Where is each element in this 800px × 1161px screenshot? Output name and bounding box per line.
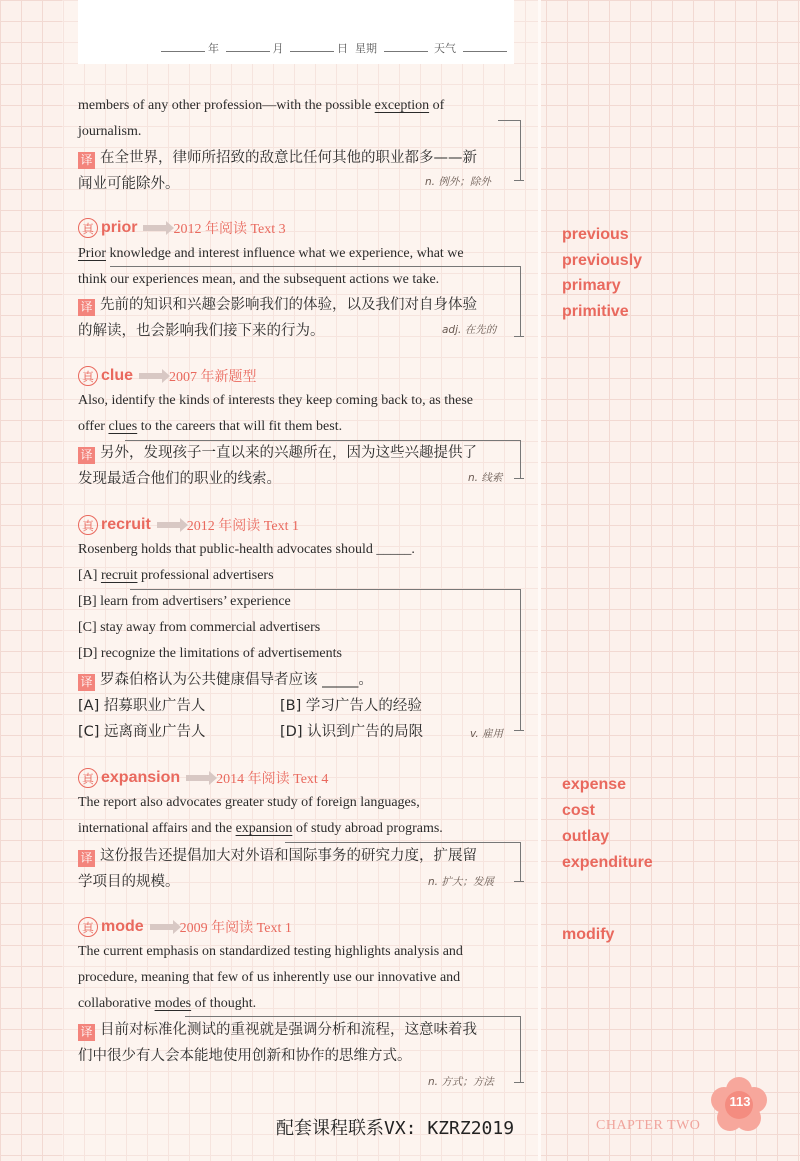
translation-icon: 译 [78,299,95,316]
intro-cn-line1: 译 在全世界，律师所招致的敌意比任何其他的职业都多——新 [78,145,477,171]
entry-header-mode [78,917,292,941]
expansion-en-line2: international affairs and the expansion of study abroad programs. [78,821,443,836]
related-word: previously [562,252,643,269]
entry-header-clue [78,366,257,390]
clue-en-line1: Also, identify the kinds of interests they keep coming back to, as these [78,393,474,408]
mode-en-line1: The current emphasis on standardized testing highlights analysis and [78,944,463,959]
gloss-bracket [125,440,521,479]
gloss-recruit: v. 雇用 [470,728,504,740]
keyword-exception: exception [374,98,430,113]
recruit-cn-option-d: [D] 认识到广告的局限 [280,724,424,740]
gloss-bracket [185,1016,521,1083]
arrow-icon [186,775,210,781]
exam-badge-icon: 真 [78,218,98,238]
headword: mode [101,918,144,935]
related-word: expense [562,776,627,793]
recruit-option-d: [D] recognize the limitations of advertisements [78,646,342,661]
related-word: primary [562,277,621,294]
gloss-bracket [130,589,521,731]
recruit-option-a: [A] recruit professional advertisers [78,568,274,583]
translation-icon: 译 [78,1024,95,1041]
translation-icon: 译 [78,674,95,691]
headword: expansion [101,769,181,786]
recruit-cn-option-a: [A] 招募职业广告人 [78,698,206,714]
translation-icon: 译 [78,447,95,464]
mode-en-line2: procedure, meaning that few of us inherently use our innovative and [78,970,461,985]
arrow-icon [143,225,167,231]
exam-badge-icon: 真 [78,768,98,788]
gloss-exception: n. 例外；除外 [425,176,491,188]
recruit-cn-option-c: [C] 远离商业广告人 [78,724,206,740]
exam-badge-icon: 真 [78,515,98,535]
weekday-label: 星期 [355,42,377,55]
entry-header-prior [78,218,286,242]
prior-en-line2: think our experiences mean, and the subsequent actions we take. [78,272,440,287]
source-label: 2012 年阅读 Text 3 [173,222,286,237]
recruit-cn-question: 译 罗森伯格认为公共健康倡导者应该 _____。 [78,667,373,693]
source-label: 2012 年阅读 Text 1 [186,519,299,534]
related-word: modify [562,926,615,943]
recruit-option-b: [B] learn from advertisers’ experience [78,594,291,609]
entry-header-recruit [78,515,299,539]
translation-icon: 译 [78,152,95,169]
clue-cn-line2: 发现最适合他们的职业的线索。 [78,471,281,487]
mode-cn-line1: 译 目前对标准化测试的重视就是强调分析和流程，这意味着我 [78,1017,477,1043]
intro-cn-line2: 闻业可能除外。 [78,176,180,192]
weather-label: 天气 [434,42,456,55]
prior-en-line1: Prior knowledge and interest influence what we experience, what we [78,246,464,261]
year-label: 年 [208,42,219,55]
column-divider [538,0,541,1161]
expansion-cn-line1: 译 这份报告还提倡加大对外语和国际事务的研究力度，扩展留 [78,843,477,869]
related-word: cost [562,802,595,819]
arrow-icon [150,924,174,930]
expansion-cn-line2: 学项目的规模。 [78,874,180,890]
source-label: 2007 年新题型 [169,370,257,385]
source-label: 2009 年阅读 Text 1 [179,921,292,936]
recruit-question: Rosenberg holds that public-health advocates should _____. [78,542,415,557]
page-number: 113 [729,1094,751,1109]
gloss-expansion: n. 扩大；发展 [428,876,494,888]
exam-badge-icon: 真 [78,917,98,937]
related-word: previous [562,226,629,243]
expansion-en-line1: The report also advocates greater study of foreign languages, [78,795,420,810]
headword: clue [101,367,134,384]
gloss-mode: n. 方式；方法 [428,1076,494,1088]
related-word: expenditure [562,854,653,871]
related-word: primitive [562,303,629,320]
intro-en-line2: journalism. [78,124,142,139]
gloss-prior: adj. 在先的 [442,324,497,336]
clue-en-line2: offer clues to the careers that will fit them best. [78,419,343,434]
chapter-label: CHAPTER TWO [596,1118,701,1133]
related-word: outlay [562,828,610,845]
prior-cn-line1: 译 先前的知识和兴趣会影响我们的体验，以及我们对自身体验 [78,292,477,318]
mode-en-line3: collaborative modes of thought. [78,996,257,1011]
translation-icon: 译 [78,850,95,867]
month-label: 月 [272,42,284,55]
headword: prior [101,219,138,236]
arrow-icon [139,373,163,379]
day-label: 日 [337,42,348,55]
gloss-bracket [498,120,521,181]
gloss-clue: n. 线索 [468,472,503,484]
exam-badge-icon: 真 [78,366,98,386]
headword: recruit [101,516,151,533]
prior-cn-line2: 的解读，也会影响我们接下来的行为。 [78,323,325,339]
mode-cn-line2: 们中很少有人会本能地使用创新和协作的思维方式。 [78,1048,412,1064]
intro-en-line1: members of any other profession—with the possible exception of [78,98,445,113]
source-label: 2014 年阅读 Text 4 [216,772,329,787]
footer-contact: 配套课程联系VX: KZRZ2019 [276,1118,515,1139]
recruit-cn-option-b: [B] 学习广告人的经验 [280,698,422,714]
entry-header-expansion [78,768,328,792]
clue-cn-line1: 译 另外，发现孩子一直以来的兴趣所在，因为这些兴趣提供了 [78,440,477,466]
arrow-icon [157,522,181,528]
recruit-option-c: [C] stay away from commercial advertisers [78,620,321,635]
date-line [158,40,510,56]
